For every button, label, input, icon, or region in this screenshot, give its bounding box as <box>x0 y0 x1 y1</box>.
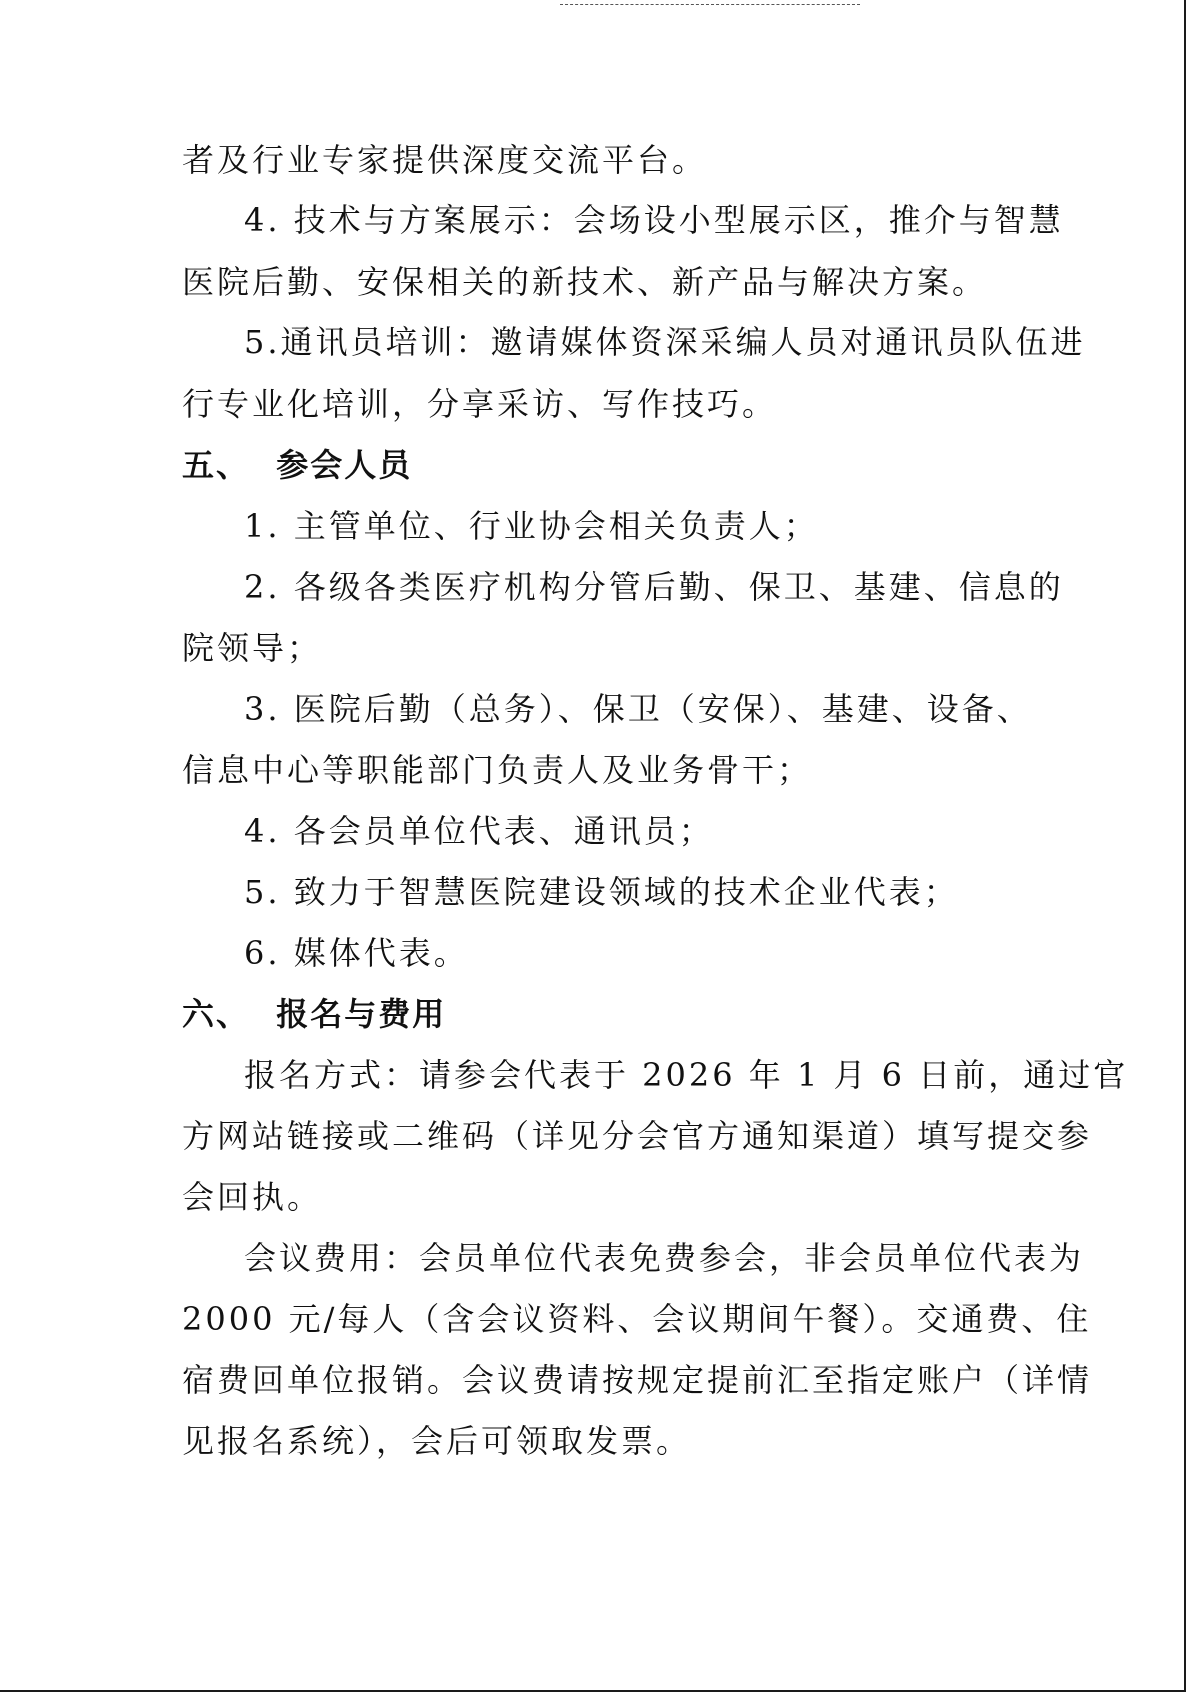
paragraph-line: 报名方式：请参会代表于 2026 年 1 月 6 日前，通过官 <box>244 1056 1129 1094</box>
list-item: 5. 致力于智慧医院建设领域的技术企业代表； <box>244 873 959 911</box>
list-item: 6. 媒体代表。 <box>244 934 469 972</box>
paragraph-line: 者及行业专家提供深度交流平台。 <box>182 141 708 179</box>
paragraph-line: 方网站链接或二维码（详见分会官方通知渠道）填写提交参 <box>182 1117 1093 1155</box>
paragraph-line: 会议费用：会员单位代表免费参会，非会员单位代表为 <box>244 1239 1085 1277</box>
paragraph-line: 2000 元/每人（含会议资料、会议期间午餐）。交通费、住 <box>182 1300 1092 1338</box>
section-heading-registration: 六、 报名与费用 <box>182 995 447 1033</box>
paragraph-line: 见报名系统），会后可领取发票。 <box>182 1422 692 1460</box>
paragraph-line: 会回执。 <box>182 1178 323 1216</box>
paragraph-line: 医院后勤、安保相关的新技术、新产品与解决方案。 <box>182 263 988 301</box>
list-item: 3. 医院后勤（总务）、保卫（安保）、基建、设备、 <box>244 690 1032 728</box>
list-item: 4. 各会员单位代表、通讯员； <box>244 812 714 850</box>
section-heading-participants: 五、 参会人员 <box>182 446 413 484</box>
page-bottom-border <box>0 1690 1186 1692</box>
paragraph-line: 宿费回单位报销。会议费请按规定提前汇至指定账户（详情 <box>182 1361 1093 1399</box>
paragraph-line: 4. 技术与方案展示：会场设小型展示区，推介与智慧 <box>244 201 1064 239</box>
paragraph-line: 行专业化培训，分享采访、写作技巧。 <box>182 385 778 423</box>
page-top-edge <box>560 4 860 6</box>
list-item-continuation: 信息中心等职能部门负责人及业务骨干； <box>182 751 813 789</box>
list-item: 2. 各级各类医疗机构分管后勤、保卫、基建、信息的 <box>244 568 1064 606</box>
list-item: 1. 主管单位、行业协会相关负责人； <box>244 507 819 545</box>
paragraph-line: 5.通讯员培训：邀请媒体资深采编人员对通讯员队伍进 <box>244 323 1086 361</box>
list-item-continuation: 院领导； <box>182 629 323 667</box>
